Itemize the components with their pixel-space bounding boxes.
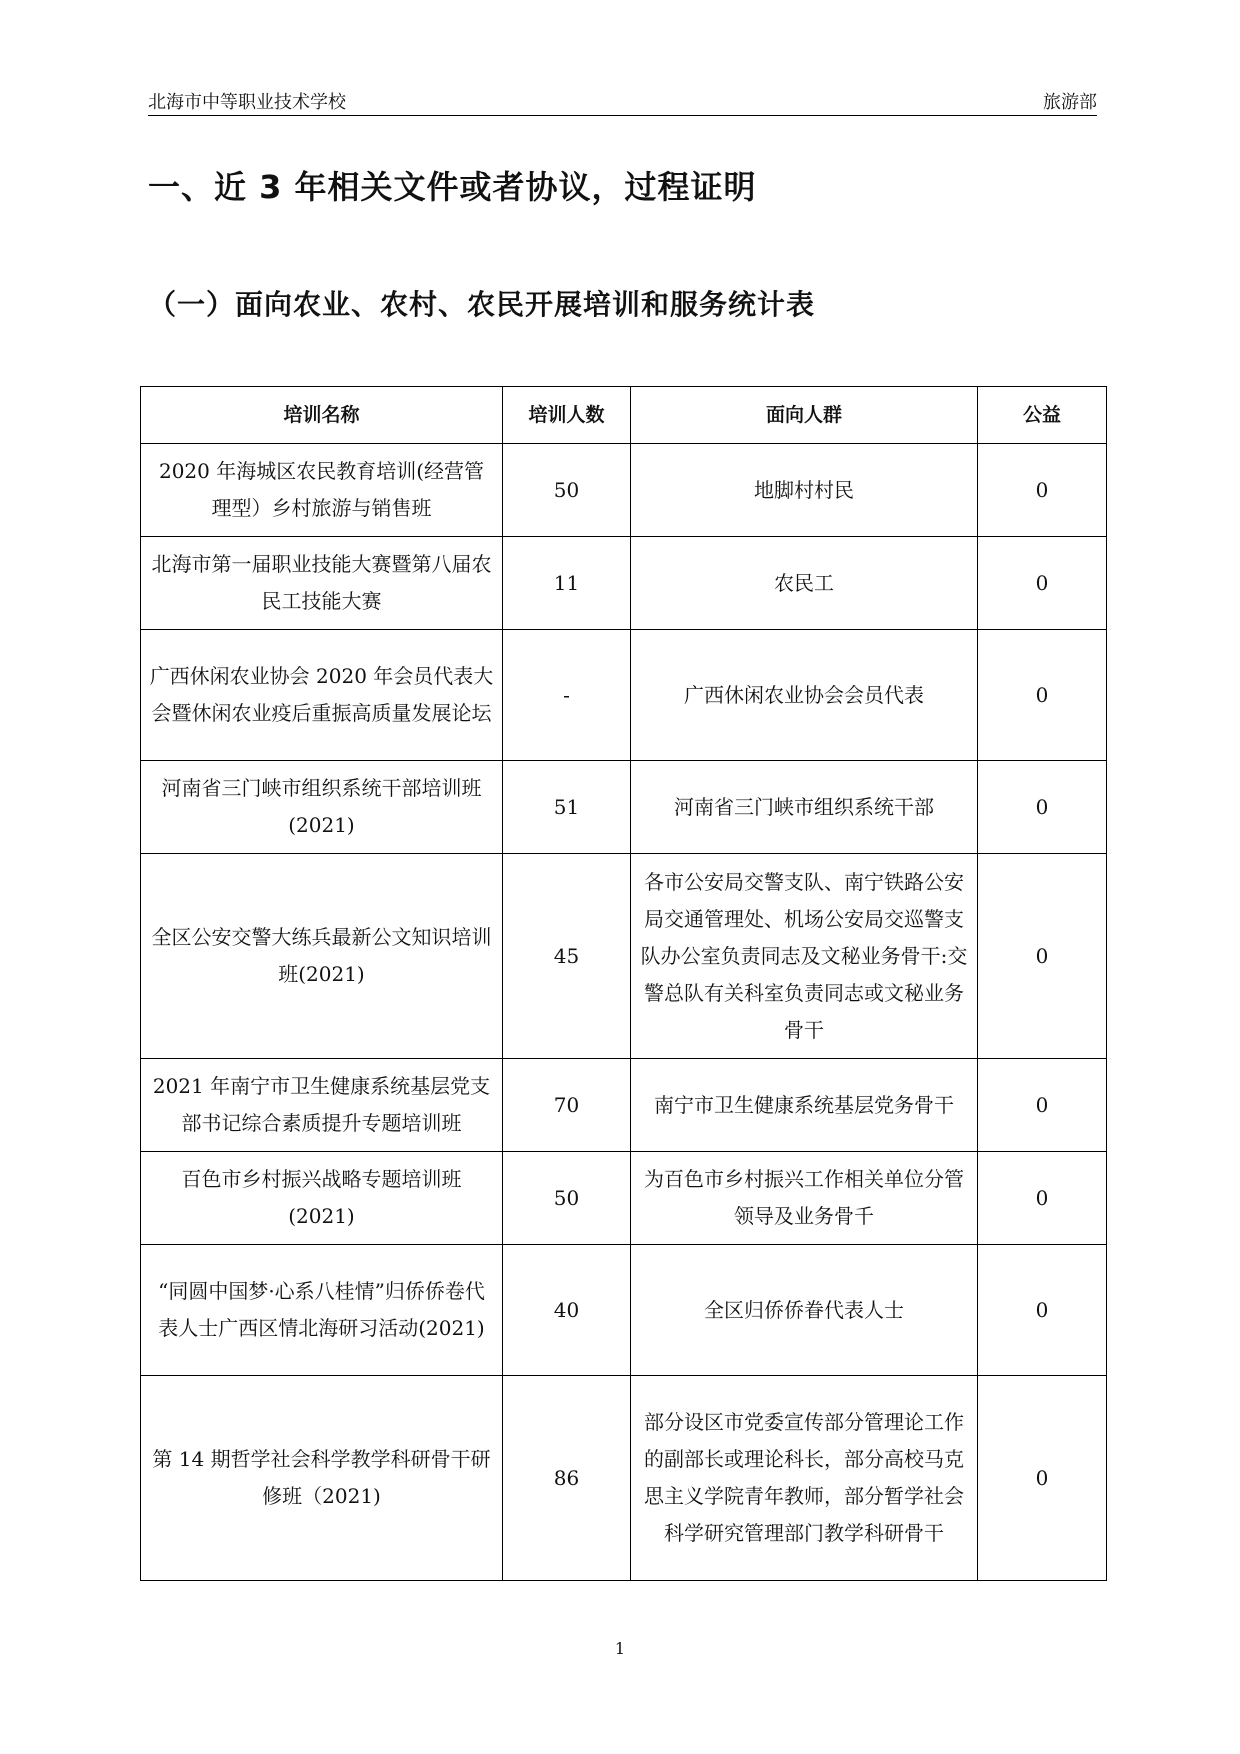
cell-audience: 南宁市卫生健康系统基层党务骨干: [631, 1059, 978, 1152]
cell-name: “同圆中国梦·心系八桂情”归侨侨卷代表人士广西区情北海研习活动(2021): [141, 1245, 503, 1376]
cell-audience: 河南省三门峡市组织系统干部: [631, 761, 978, 854]
header-rule: [148, 115, 1097, 116]
header-count: 培训人数: [503, 387, 631, 444]
cell-name: 广西休闲农业协会 2020 年会员代表大会暨休闲农业疫后重振高质量发展论坛: [141, 630, 503, 761]
cell-count: 11: [503, 537, 631, 630]
cell-count: 45: [503, 854, 631, 1059]
table-row: [141, 761, 1107, 854]
cell-name: 北海市第一届职业技能大赛暨第八届农民工技能大赛: [141, 537, 503, 630]
cell-public: 0: [978, 537, 1107, 630]
table-row: [141, 537, 1107, 630]
table-row: [141, 1376, 1107, 1581]
page-title: 一、近 3 年相关文件或者协议，过程证明: [148, 168, 757, 206]
table-row: [141, 444, 1107, 537]
cell-name: 百色市乡村振兴战略专题培训班(2021): [141, 1152, 503, 1245]
table-header-row: [141, 387, 1107, 444]
cell-audience: 农民工: [631, 537, 978, 630]
table-row: [141, 1059, 1107, 1152]
cell-audience: 地脚村村民: [631, 444, 978, 537]
table-row: [141, 630, 1107, 761]
header-public: 公益: [978, 387, 1107, 444]
cell-name: 2020 年海城区农民教育培训(经营管理型）乡村旅游与销售班: [141, 444, 503, 537]
cell-public: 0: [978, 1245, 1107, 1376]
cell-public: 0: [978, 854, 1107, 1059]
cell-public: 0: [978, 444, 1107, 537]
cell-public: 0: [978, 1152, 1107, 1245]
header-audience: 面向人群: [631, 387, 978, 444]
cell-name: 第 14 期哲学社会科学教学科研骨干研修班（2021): [141, 1376, 503, 1581]
cell-name: 2021 年南宁市卫生健康系统基层党支部书记综合素质提升专题培训班: [141, 1059, 503, 1152]
cell-count: 50: [503, 1152, 631, 1245]
page-header: [148, 84, 1097, 116]
cell-public: 0: [978, 761, 1107, 854]
header-name: 培训名称: [141, 387, 503, 444]
cell-public: 0: [978, 1059, 1107, 1152]
school-name: 北海市中等职业技术学校: [148, 92, 346, 113]
page-number: 1: [614, 1639, 626, 1658]
cell-audience: 为百色市乡村振兴工作相关单位分管领导及业务骨千: [631, 1152, 978, 1245]
cell-audience: 全区归侨侨眷代表人士: [631, 1245, 978, 1376]
table-row: [141, 1245, 1107, 1376]
cell-count: 70: [503, 1059, 631, 1152]
cell-count: -: [503, 630, 631, 761]
cell-name: 河南省三门峡市组织系统干部培训班(2021): [141, 761, 503, 854]
cell-audience: 部分设区市党委宣传部分管理论工作的副部长或理论科长，部分高校马克思主义学院青年教师，部分暂学社会科学研究管理部门教学科研骨干: [631, 1376, 978, 1581]
cell-public: 0: [978, 630, 1107, 761]
cell-count: 86: [503, 1376, 631, 1581]
table-row: [141, 854, 1107, 1059]
cell-count: 50: [503, 444, 631, 537]
cell-audience: 广西休闲农业协会会员代表: [631, 630, 978, 761]
training-table: [140, 386, 1107, 1581]
cell-public: 0: [978, 1376, 1107, 1581]
department-name: 旅游部: [1043, 92, 1097, 113]
table-row: [141, 1152, 1107, 1245]
cell-audience: 各市公安局交警支队、南宁铁路公安局交通管理处、机场公安局交巡警支队办公室负责同志及文秘业务骨干:交警总队有关科室负责同志或文秘业务骨干: [631, 854, 978, 1059]
section-subtitle: （一）面向农业、农村、农民开展培训和服务统计表: [148, 288, 816, 321]
cell-count: 40: [503, 1245, 631, 1376]
cell-name: 全区公安交警大练兵最新公文知识培训班(2021): [141, 854, 503, 1059]
cell-count: 51: [503, 761, 631, 854]
